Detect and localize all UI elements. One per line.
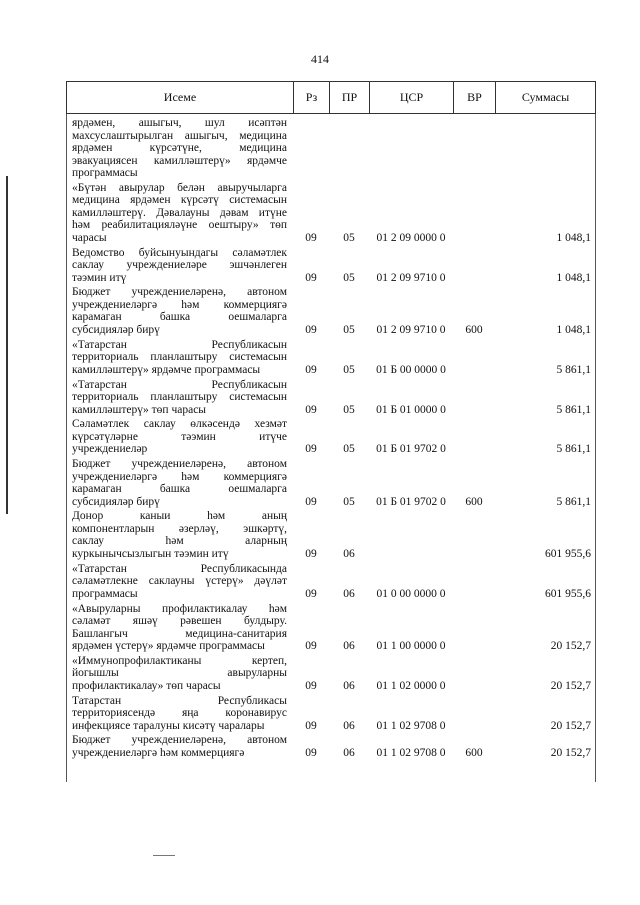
row-name-line: учреждениеләр	[72, 443, 148, 456]
header-vr: ВР	[453, 81, 495, 114]
row-pr: 05	[343, 403, 355, 416]
scan-mark	[153, 855, 175, 856]
row-pr: 06	[343, 719, 355, 732]
row-name-line: камилләштерү» төп чарасы	[72, 403, 207, 416]
row-sum: 5 861,1	[556, 403, 591, 416]
row-rz: 09	[305, 587, 317, 600]
row-rz: 09	[305, 403, 317, 416]
column-line-right	[595, 114, 596, 782]
row-name-line: «Татарстан Республикасын	[72, 378, 287, 391]
row-csr: 01 1 02 0000 0	[376, 679, 446, 692]
row-name-line: территориаль планлаштыру системасын	[72, 351, 287, 364]
row-csr: 01 2 09 9710 0	[376, 271, 446, 284]
row-name-line: Татарстан Республикасы	[72, 694, 287, 707]
row-name-line: сәламәт яшәү рәвешен булдыру.	[72, 615, 287, 627]
row-name-line: программасы	[72, 167, 138, 179]
row-name-line: учреждениеләргә һәм коммерциягә	[72, 298, 287, 311]
row-name-line: махсуслаштырылган ашыгыч, медицина	[72, 129, 287, 142]
row-name-line: субсидияләр бирү	[72, 323, 160, 336]
row-name-line: учреждениеләргә һәм коммерциягә	[72, 470, 287, 483]
scan-edge-line	[6, 176, 8, 514]
row-pr: 06	[343, 746, 355, 759]
row-rz: 09	[305, 679, 317, 692]
header-sum: Суммасы	[495, 81, 596, 114]
row-pr: 05	[343, 363, 355, 376]
row-name-line: чарасы	[72, 231, 107, 244]
row-pr: 05	[343, 443, 355, 456]
row-name-line: программасы	[72, 587, 138, 600]
row-vr: 600	[465, 746, 483, 759]
row-name-line: Ведомство буйсынуындагы сәламәтлек	[72, 246, 287, 259]
row-name-line: компонентларын әзерләү, эшкәртү,	[72, 522, 287, 535]
row-name-line: камилләштерү» ярдәмче программасы	[72, 363, 261, 376]
row-pr: 06	[343, 547, 355, 560]
row-rz: 09	[305, 323, 317, 336]
row-sum: 20 152,7	[550, 746, 591, 759]
row-rz: 09	[305, 363, 317, 376]
row-name-line: саклау һәм аларның	[72, 535, 287, 548]
row-name-line: ярдәмен күрсәтүне, медицина	[72, 142, 287, 154]
row-pr: 06	[343, 587, 355, 600]
row-name-line: «Иммунопрофилактиканы кертеп,	[72, 654, 287, 667]
row-name-line: Донор каныи һәм аның	[72, 510, 287, 523]
row-name-line: учреждениеләргә һәм коммерциягә	[72, 746, 245, 759]
row-name-line: камилләштерү. Дәвалауны дәвам итүне	[72, 206, 287, 219]
row-sum: 5 861,1	[556, 443, 591, 456]
row-name-line: карамаган башка оешмаларга	[72, 483, 287, 496]
row-rz: 09	[305, 719, 317, 732]
row-name-line: Бюджет учреждениеләренә, автоном	[72, 286, 287, 299]
row-name-line: «Татарстан Республикасын	[72, 338, 287, 351]
row-pr: 05	[343, 271, 355, 284]
row-name-line: ярдәмен, ашыгыч, шул исәптән	[72, 117, 287, 129]
row-rz: 09	[305, 271, 317, 284]
row-csr: 01 0 00 0000 0	[376, 587, 446, 600]
row-name-line: ярдәмен үстерү» ярдәмче программасы	[72, 640, 265, 652]
row-rz: 09	[305, 231, 317, 244]
row-name-line: субсидияләр бирү	[72, 495, 160, 508]
row-sum: 601 955,6	[545, 547, 591, 560]
header-name: Исеме	[66, 81, 293, 114]
row-sum: 20 152,7	[550, 640, 591, 652]
row-rz: 09	[305, 640, 317, 652]
row-csr: 01 2 09 9710 0	[376, 323, 446, 336]
row-name-line: Бюджет учреждениеләренә, автоном	[72, 734, 287, 747]
row-name-line: Бюджет учреждениеләренә, автоном	[72, 458, 287, 471]
row-name-line: куркынычсызлыгын тәэмин итү	[72, 547, 229, 560]
page-number: 414	[311, 52, 329, 66]
row-pr: 05	[343, 323, 355, 336]
row-name-line: Башлангыч медицина-санитария	[72, 627, 287, 640]
row-sum: 20 152,7	[550, 719, 591, 732]
row-name-line: «Авыруларны профилактикалау һәм	[72, 602, 287, 615]
header-rz: Рз	[293, 81, 329, 114]
row-pr: 06	[343, 679, 355, 692]
row-sum: 5 861,1	[556, 363, 591, 376]
row-pr: 06	[343, 640, 355, 652]
row-name-line: территориясендә яңа коронавирус	[72, 707, 287, 720]
row-rz: 09	[305, 495, 317, 508]
row-sum: 1 048,1	[556, 323, 591, 336]
row-pr: 05	[343, 231, 355, 244]
row-name-line: тәэмин итү	[72, 271, 127, 284]
row-name-line: саклау учреждениеләре эшчәнлеген	[72, 259, 287, 272]
row-name-line: территориаль планлаштыру системасын	[72, 391, 287, 403]
row-name-line: «Татарстан Республикасында	[72, 562, 287, 575]
row-name-line: Сәламәтлек саклау өлкәсендә хезмәт	[72, 418, 287, 431]
row-csr: 01 Б 01 9702 0	[376, 495, 446, 508]
column-line-left	[66, 114, 67, 782]
row-name-line: профилактикалау» төп чарасы	[72, 679, 221, 692]
row-csr: 01 Б 00 0000 0	[376, 363, 446, 376]
row-name-line: йогышлы авыруларны	[72, 667, 287, 680]
row-vr: 600	[465, 495, 483, 508]
row-name-line: инфекциясе таралуны кисәтү чаралары	[72, 719, 265, 732]
header-csr: ЦСР	[369, 81, 453, 114]
row-csr: 01 1 02 9708 0	[376, 746, 446, 759]
row-sum: 601 955,6	[545, 587, 591, 600]
header-pr: ПР	[329, 81, 369, 114]
row-sum: 5 861,1	[556, 495, 591, 508]
row-name-line: эвакуациясен камилләштерү» ярдәмче	[72, 154, 287, 167]
row-rz: 09	[305, 443, 317, 456]
row-sum: 20 152,7	[550, 679, 591, 692]
row-csr: 01 1 02 9708 0	[376, 719, 446, 732]
row-name-line: һәм реабилитацияләүне оештыру» төп	[72, 219, 287, 232]
row-sum: 1 048,1	[556, 231, 591, 244]
row-name-line: медицина ярдәмен күрсәтү системасын	[72, 194, 287, 207]
row-rz: 09	[305, 547, 317, 560]
row-pr: 05	[343, 495, 355, 508]
row-name-line: сәламәтлекне саклауны үстерү» дәүләт	[72, 575, 287, 588]
row-name-line: карамаган башка оешмаларга	[72, 311, 287, 324]
row-csr: 01 1 00 0000 0	[376, 640, 446, 652]
row-vr: 600	[465, 323, 483, 336]
row-csr: 01 Б 01 0000 0	[376, 403, 446, 416]
row-name-line: күрсәтүләрне тәэмин итүче	[72, 430, 287, 443]
row-name-line: «Бүтән авырулар белән авыручыларга	[72, 181, 287, 194]
row-sum: 1 048,1	[556, 271, 591, 284]
row-rz: 09	[305, 746, 317, 759]
row-csr: 01 2 09 0000 0	[376, 231, 446, 244]
row-csr: 01 Б 01 9702 0	[376, 443, 446, 456]
